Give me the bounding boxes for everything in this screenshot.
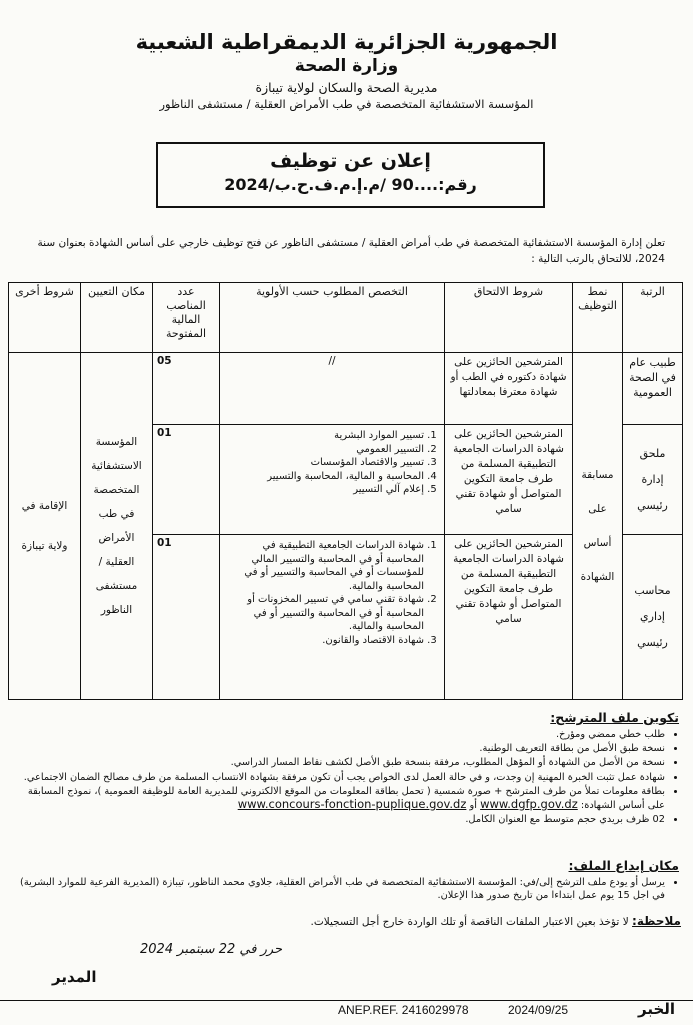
deposit-list — [10, 876, 681, 903]
header-mode: نمط التوظيف — [573, 283, 623, 353]
file-item: • طلب خطي ممضي ومؤرخ. — [10, 728, 665, 741]
table-header-row — [9, 283, 683, 353]
file-item: • شهادة عمل تثبت الخبرة المهنية إن وجدت، و في حالة العمل لدى الخواص يجب أن تكون مرفقة بشهادة الانتساب المسلمة من طرف مصالح الضمان الاجتماعي. — [10, 771, 665, 784]
director-label: المدير — [52, 968, 97, 986]
newspaper-name: الخبر — [638, 1000, 676, 1018]
specialty-item: 2. التسيير العمومي — [224, 443, 424, 457]
specialty-list — [224, 539, 440, 647]
note — [10, 914, 681, 928]
other-conditions-cell: الإقامة في ولاية تيبازة — [9, 353, 81, 700]
specialty-item: 1. شهادة الدراسات الجامعية التطبيقية في المحاسبة أو في المحاسبة والتسيير المالي للمؤسسات أو في المحاسبة والتسيير أو في المحاسبة والمالية. — [224, 539, 424, 593]
specialty-item: 5. إعلام آلي التسيير — [224, 483, 424, 497]
republic-title: الجمهورية الجزائرية الديمقراطية الشعبية — [135, 30, 558, 54]
file-item: • نسخة طبق الأصل من بطاقة التعريف الوطنية. — [10, 742, 665, 755]
file-section-title: تكوين ملف المترشح: — [550, 710, 679, 725]
anep-ref: ANEP.REF. 2416029978 — [338, 1003, 469, 1017]
header-specialty: التخصص المطلوب حسب الأولوية — [220, 283, 445, 353]
mode-cell: مسابقة على أساس الشهادة — [573, 353, 623, 700]
note-label: ملاحظة: — [632, 914, 681, 928]
header-posts: عدد المناصب المالية المفتوحة — [153, 283, 220, 353]
rank-cell: ملحق إدارة رئيسي — [623, 425, 683, 535]
place-cell: المؤسسة الاستشفائية المتخصصة في طب الأمراض العقلية / مستشفى الناظور — [81, 353, 153, 700]
announcement-title: إعلان عن توظيف — [270, 150, 431, 172]
ministry-title: وزارة الصحة — [294, 56, 399, 76]
specialty-list — [224, 429, 440, 497]
conditions-cell: المترشحين الحائزين على شهادة دكتوره في الطب أو شهادة معترفا بمعادلتها — [445, 353, 573, 425]
file-item: • نسخة من الأصل من الشهادة أو المؤهل المطلوب، مرفقة بنسخة طبق الأصل لكشف نقاط المسار الدراسي. — [10, 756, 665, 769]
specialty-item: 3. تسيير والاقتصاد المؤسسات — [224, 456, 424, 470]
file-item: • 02 ظرف بريدي حجم متوسط مع العنوان الكامل. — [10, 813, 665, 826]
url-or-text: أو — [469, 800, 477, 812]
dgfp-link[interactable]: www.dgfp.gov.dz — [480, 797, 578, 812]
conditions-cell: المترشحين الحائزين على شهادة الدراسات الجامعية التطبيقية المسلمة من طرف جامعة التكوين المتواصل أو شهادة تقني سامي — [445, 425, 573, 535]
posts-cell: 01 — [153, 535, 220, 700]
header-other: شروط أخرى — [9, 283, 81, 353]
footer-date: 2024/09/25 — [508, 1003, 569, 1017]
directorate-title: مديرية الصحة والسكان لولاية تيبازة — [255, 80, 438, 95]
deposit-section-title: مكان إيداع الملف: — [568, 858, 679, 873]
specialty-item: 4. المحاسبة و المالية، المحاسبة والتسيير — [224, 470, 424, 484]
file-item-text: بطاقة معلومات تملأ من طرف المترشح + صورة شمسية ( تحمل بطاقة المعلومات من الموقع الالكتروني للمديرية العامة للوظيفة العمومية )، نموذج المسابقة على أساس الشهادة: — [27, 785, 665, 812]
specialty-cell — [220, 425, 445, 535]
specialty-item: 1. تسيير الموارد البشرية — [224, 429, 424, 443]
rank-cell: طبيب عام في الصحة العمومية — [623, 353, 683, 425]
announcement-box — [156, 142, 545, 208]
intro-paragraph: تعلن إدارة المؤسسة الاستشفائية المتخصصة في طب أمراض العقلية / مستشفى الناظور عن فتح توظيف خارجي على أساس الشهادة بعنوان سنة 2024، للالتحاق بالرتب التالية : — [37, 237, 665, 265]
specialty-item: 2. شهادة تقني سامي في تسيير المخزونات أو المحاسبة أو في المحاسبة والتسيير أو في المحاسبة والمالية. — [224, 593, 424, 634]
header-place: مكان التعيين — [81, 283, 153, 353]
institution-title: المؤسسة الاستشفائية المتخصصة في طب الأمراض العقلية / مستشفى الناظور — [159, 97, 534, 111]
rank-cell: محاسب إداري رئيسي — [623, 535, 683, 700]
note-text: لا تؤخذ بعين الاعتبار الملفات الناقصة أو تلك الواردة خارج أجل التسجيلات. — [310, 916, 629, 928]
file-item — [10, 785, 665, 812]
concours-link[interactable]: www.concours-fonction-puplique.gov.dz — [237, 797, 467, 812]
conditions-cell: المترشحين الحائزين على شهادة الدراسات الجامعية التطبيقية المسلمة من طرف جامعة التكوين المتواصل أو شهادة تقني سامي — [445, 535, 573, 700]
specialty-cell: // — [220, 353, 445, 425]
signature-date: حرر في 22 سبتمبر 2024 — [140, 942, 283, 957]
specialty-cell — [220, 535, 445, 700]
posts-cell: 01 — [153, 425, 220, 535]
specialty-item: 3. شهادة الاقتصاد والقانون. — [224, 634, 424, 648]
posts-cell: 05 — [153, 353, 220, 425]
header-rank: الرتبة — [623, 283, 683, 353]
announcement-number: رقم:....90 /م.إ.م.ف.ح.ب/2024 — [224, 175, 477, 194]
table-row — [9, 353, 683, 425]
deposit-text: • يرسل أو يودع ملف الترشح إلى/في: المؤسسة الاستشفائية المتخصصة في طب الأمراض العقلية، جلاوي محمد الناظور، تيبازة (المديرية الفرعية للموارد البشرية) في اجل 15 يوم عمل ابتداءا من تاريخ صدور هذا الإعلان. — [10, 876, 665, 902]
recruitment-table — [8, 282, 683, 700]
file-items-list — [10, 728, 681, 827]
header-conditions: شروط الالتحاق — [445, 283, 573, 353]
